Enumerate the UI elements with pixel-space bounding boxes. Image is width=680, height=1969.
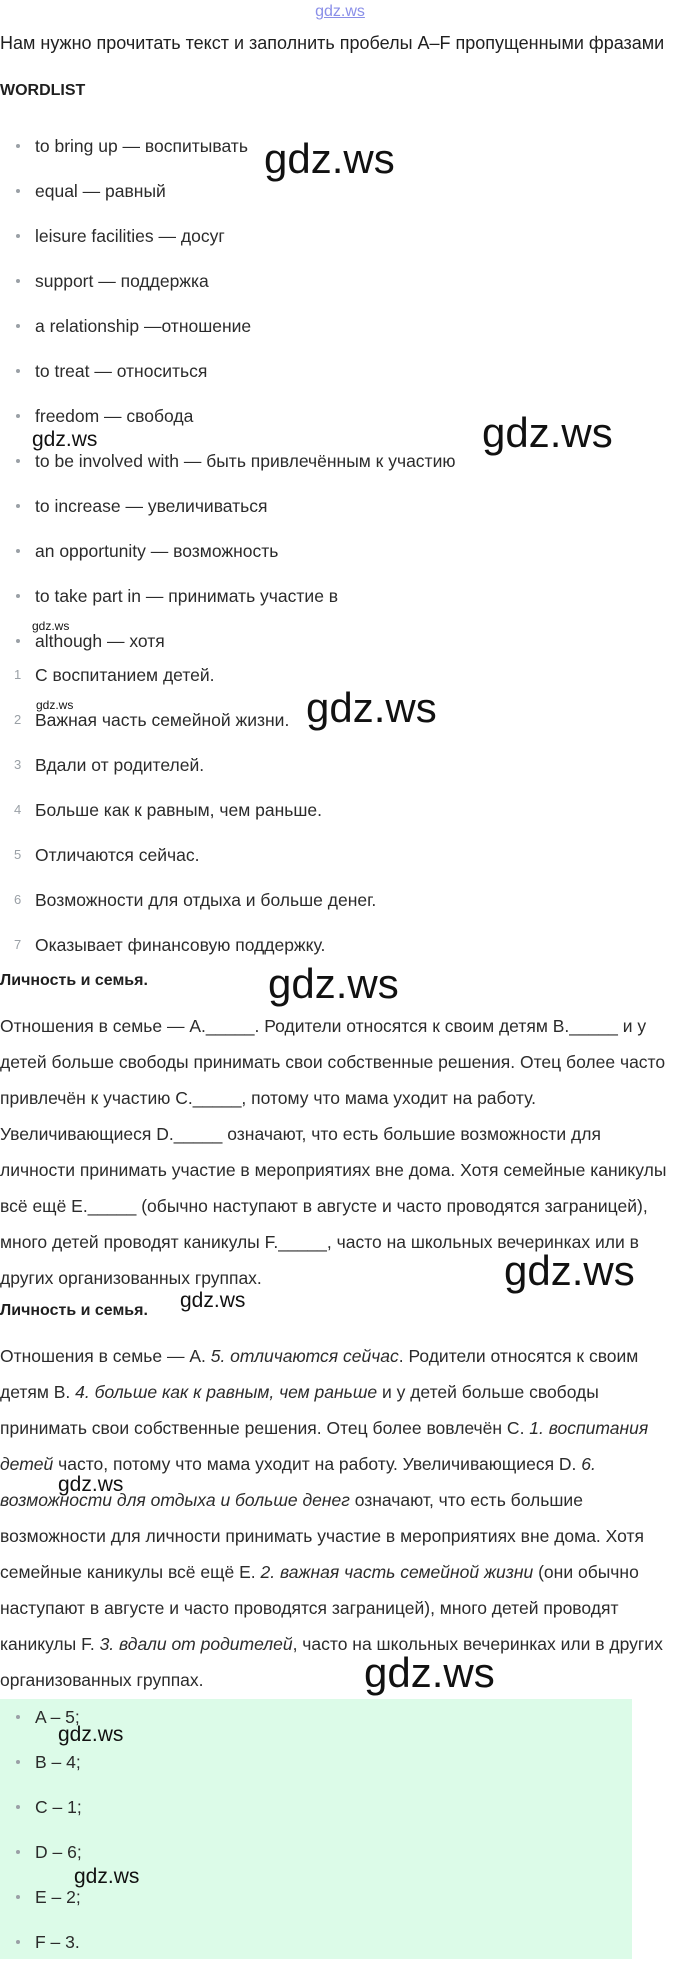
phrase-text: Больше как к равным, чем раньше.: [35, 800, 322, 820]
watermark: gdz.ws: [264, 135, 395, 182]
phrase-number: 3: [14, 757, 22, 772]
wordlist-item-text: a relationship —отношение: [35, 316, 252, 336]
watermark: gdz.ws: [306, 684, 437, 731]
bullet-icon: [16, 594, 20, 598]
bullet-icon: [16, 189, 20, 193]
answer-e: 2. важная часть семейной жизни: [260, 1562, 534, 1582]
bullet-icon: [16, 1760, 20, 1764]
wordlist-item: [0, 353, 455, 398]
answer-a: 5. отличаются сейчас: [210, 1346, 399, 1366]
wordlist-item-text: to be involved with — быть привлечённым к участию: [35, 451, 456, 471]
watermark: gdz.ws: [504, 1247, 635, 1294]
answer-c: 1. воспитания детей: [0, 1418, 649, 1474]
section-heading-answer: Личность и семья.: [0, 1302, 148, 1319]
phrase-text: Возможности для отдыха и больше денег.: [35, 890, 377, 910]
watermark: gdz.ws: [74, 1865, 140, 1888]
answer-key-item: [0, 1879, 82, 1924]
phrase-number: 4: [14, 802, 22, 817]
wordlist-item-text: leisure facilities — досуг: [35, 226, 225, 246]
answer-text: (они обычно наступают в августе и часто проводятся заграницей), много детей проводят каникулы F.: [0, 1562, 639, 1654]
site-link[interactable]: [0, 0, 680, 24]
wordlist-item-text: equal — равный: [35, 181, 166, 201]
wordlist-item: [0, 578, 455, 623]
wordlist-item: [0, 308, 455, 353]
watermark: gdz.ws: [58, 1473, 124, 1496]
wordlist-item-text: support — поддержка: [35, 271, 209, 291]
watermark: gdz.ws: [268, 960, 399, 1007]
answer-text: Отношения в семье — A.: [0, 1346, 211, 1366]
phrase-number: 7: [14, 937, 22, 952]
watermark: gdz.ws: [482, 409, 613, 456]
bullet-icon: [16, 459, 20, 463]
wordlist-item: [0, 533, 455, 578]
wordlist-item-text: to increase — увеличиваться: [35, 496, 268, 516]
bullet-icon: [16, 324, 20, 328]
wordlist: [0, 128, 455, 668]
phrase-number: 6: [14, 892, 22, 907]
answer-key-text: C – 1;: [35, 1797, 82, 1817]
phrase-number: 1: [14, 667, 22, 682]
watermark: gdz.ws: [58, 1723, 124, 1746]
wordlist-item-text: an opportunity — возможность: [35, 541, 279, 561]
answer-text: и у детей больше свободы принимать свои собственные решения. Отец более вовлечён C.: [0, 1382, 599, 1438]
answer-text: . Родители относятся к своим детям B.: [0, 1346, 639, 1402]
answer-f: 3. вдали от родителей: [99, 1634, 293, 1654]
task-paragraph: Отношения в семье — A._____. Родители относятся к своим детям B._____ и у детей больше свободы принимать свои собственные решения. Отец более часто привлечён к участию C._____, потому что мама уходит на работу. Увеличивающиеся D._____ означают, что есть большие возможности для личности принимать участие в мероприятиях вне дома. Хотя семейные каникулы всё ещё E._____ (обычно наступают в августе и часто проводятся заграницей), много детей проводят каникулы F._____, часто на школьных вечеринках или в других организованных группах.: [0, 1016, 667, 1288]
answer-text: часто, потому что мама уходит на работу. Увеличивающиеся D.: [53, 1454, 582, 1474]
bullet-icon: [16, 504, 20, 508]
phrase-text: Оказывает финансовую поддержку.: [35, 935, 326, 955]
wordlist-item-text: to treat — относиться: [35, 361, 208, 381]
wordlist-item: [0, 218, 455, 263]
site-link-text[interactable]: gdz.ws: [315, 3, 365, 20]
wordlist-item-text: to bring up — воспитывать: [35, 136, 248, 156]
phrase-item: [0, 792, 376, 837]
wordlist-heading: WORDLIST: [0, 82, 86, 99]
bullet-icon: [16, 1850, 20, 1854]
answer-key-text: D – 6;: [35, 1842, 82, 1862]
watermark: gdz.ws: [32, 619, 70, 633]
phrase-item: [0, 882, 376, 927]
phrase-number: 5: [14, 847, 22, 862]
wordlist-item-text: freedom — свобода: [35, 406, 194, 426]
bullet-icon: [16, 414, 20, 418]
wordlist-item-text: although — хотя: [35, 631, 165, 651]
bullet-icon: [16, 549, 20, 553]
answer-key-text: E – 2;: [35, 1887, 81, 1907]
phrase-number: 2: [14, 712, 22, 727]
bullet-icon: [16, 1715, 20, 1719]
wordlist-item: [0, 263, 455, 308]
answer-b: 4. больше как к равным, чем раньше: [75, 1382, 378, 1402]
watermark: gdz.ws: [32, 428, 98, 451]
answer-key-text: F – 3.: [35, 1932, 80, 1952]
phrase-text: Вдали от родителей.: [35, 755, 205, 775]
bullet-icon: [16, 1895, 20, 1899]
answer-key-text: A – 5;: [35, 1707, 80, 1727]
answer-text: означают, что есть большие возможности для личности принимать участие в мероприятиях вне дома. Хотя семейные каникулы всё ещё E.: [0, 1490, 644, 1582]
answer-key-item: [0, 1744, 82, 1789]
answer-key-text: B – 4;: [35, 1752, 81, 1772]
section-heading-task: Личность и семья.: [0, 972, 148, 989]
phrase-item: [0, 837, 376, 882]
answer-key-item: [0, 1789, 82, 1834]
answer-paragraph: [0, 1338, 670, 1698]
answer-text: , часто на школьных вечеринках или в других организованных группах.: [0, 1634, 663, 1690]
bullet-icon: [16, 279, 20, 283]
answer-key-item: [0, 1834, 82, 1879]
wordlist-item-text: to take part in — принимать участие в: [35, 586, 339, 606]
answer-d: 6. возможности для отдыха и больше денег: [0, 1454, 596, 1510]
bullet-icon: [16, 1805, 20, 1809]
watermark: gdz.ws: [36, 698, 74, 712]
phrase-text: Важная часть семейной жизни.: [35, 710, 290, 730]
phrase-item: [0, 747, 376, 792]
task-intro: Нам нужно прочитать текст и заполнить пробелы A–F пропущенными фразами: [0, 33, 665, 53]
bullet-icon: [16, 639, 20, 643]
watermark: gdz.ws: [180, 1289, 246, 1312]
watermark: gdz.ws: [364, 1649, 495, 1696]
phrase-text: С воспитанием детей.: [35, 665, 215, 685]
answer-key-item: [0, 1924, 82, 1969]
bullet-icon: [16, 1940, 20, 1944]
wordlist-item: [0, 488, 455, 533]
bullet-icon: [16, 144, 20, 148]
bullet-icon: [16, 369, 20, 373]
phrase-text: Отличаются сейчас.: [35, 845, 200, 865]
bullet-icon: [16, 234, 20, 238]
